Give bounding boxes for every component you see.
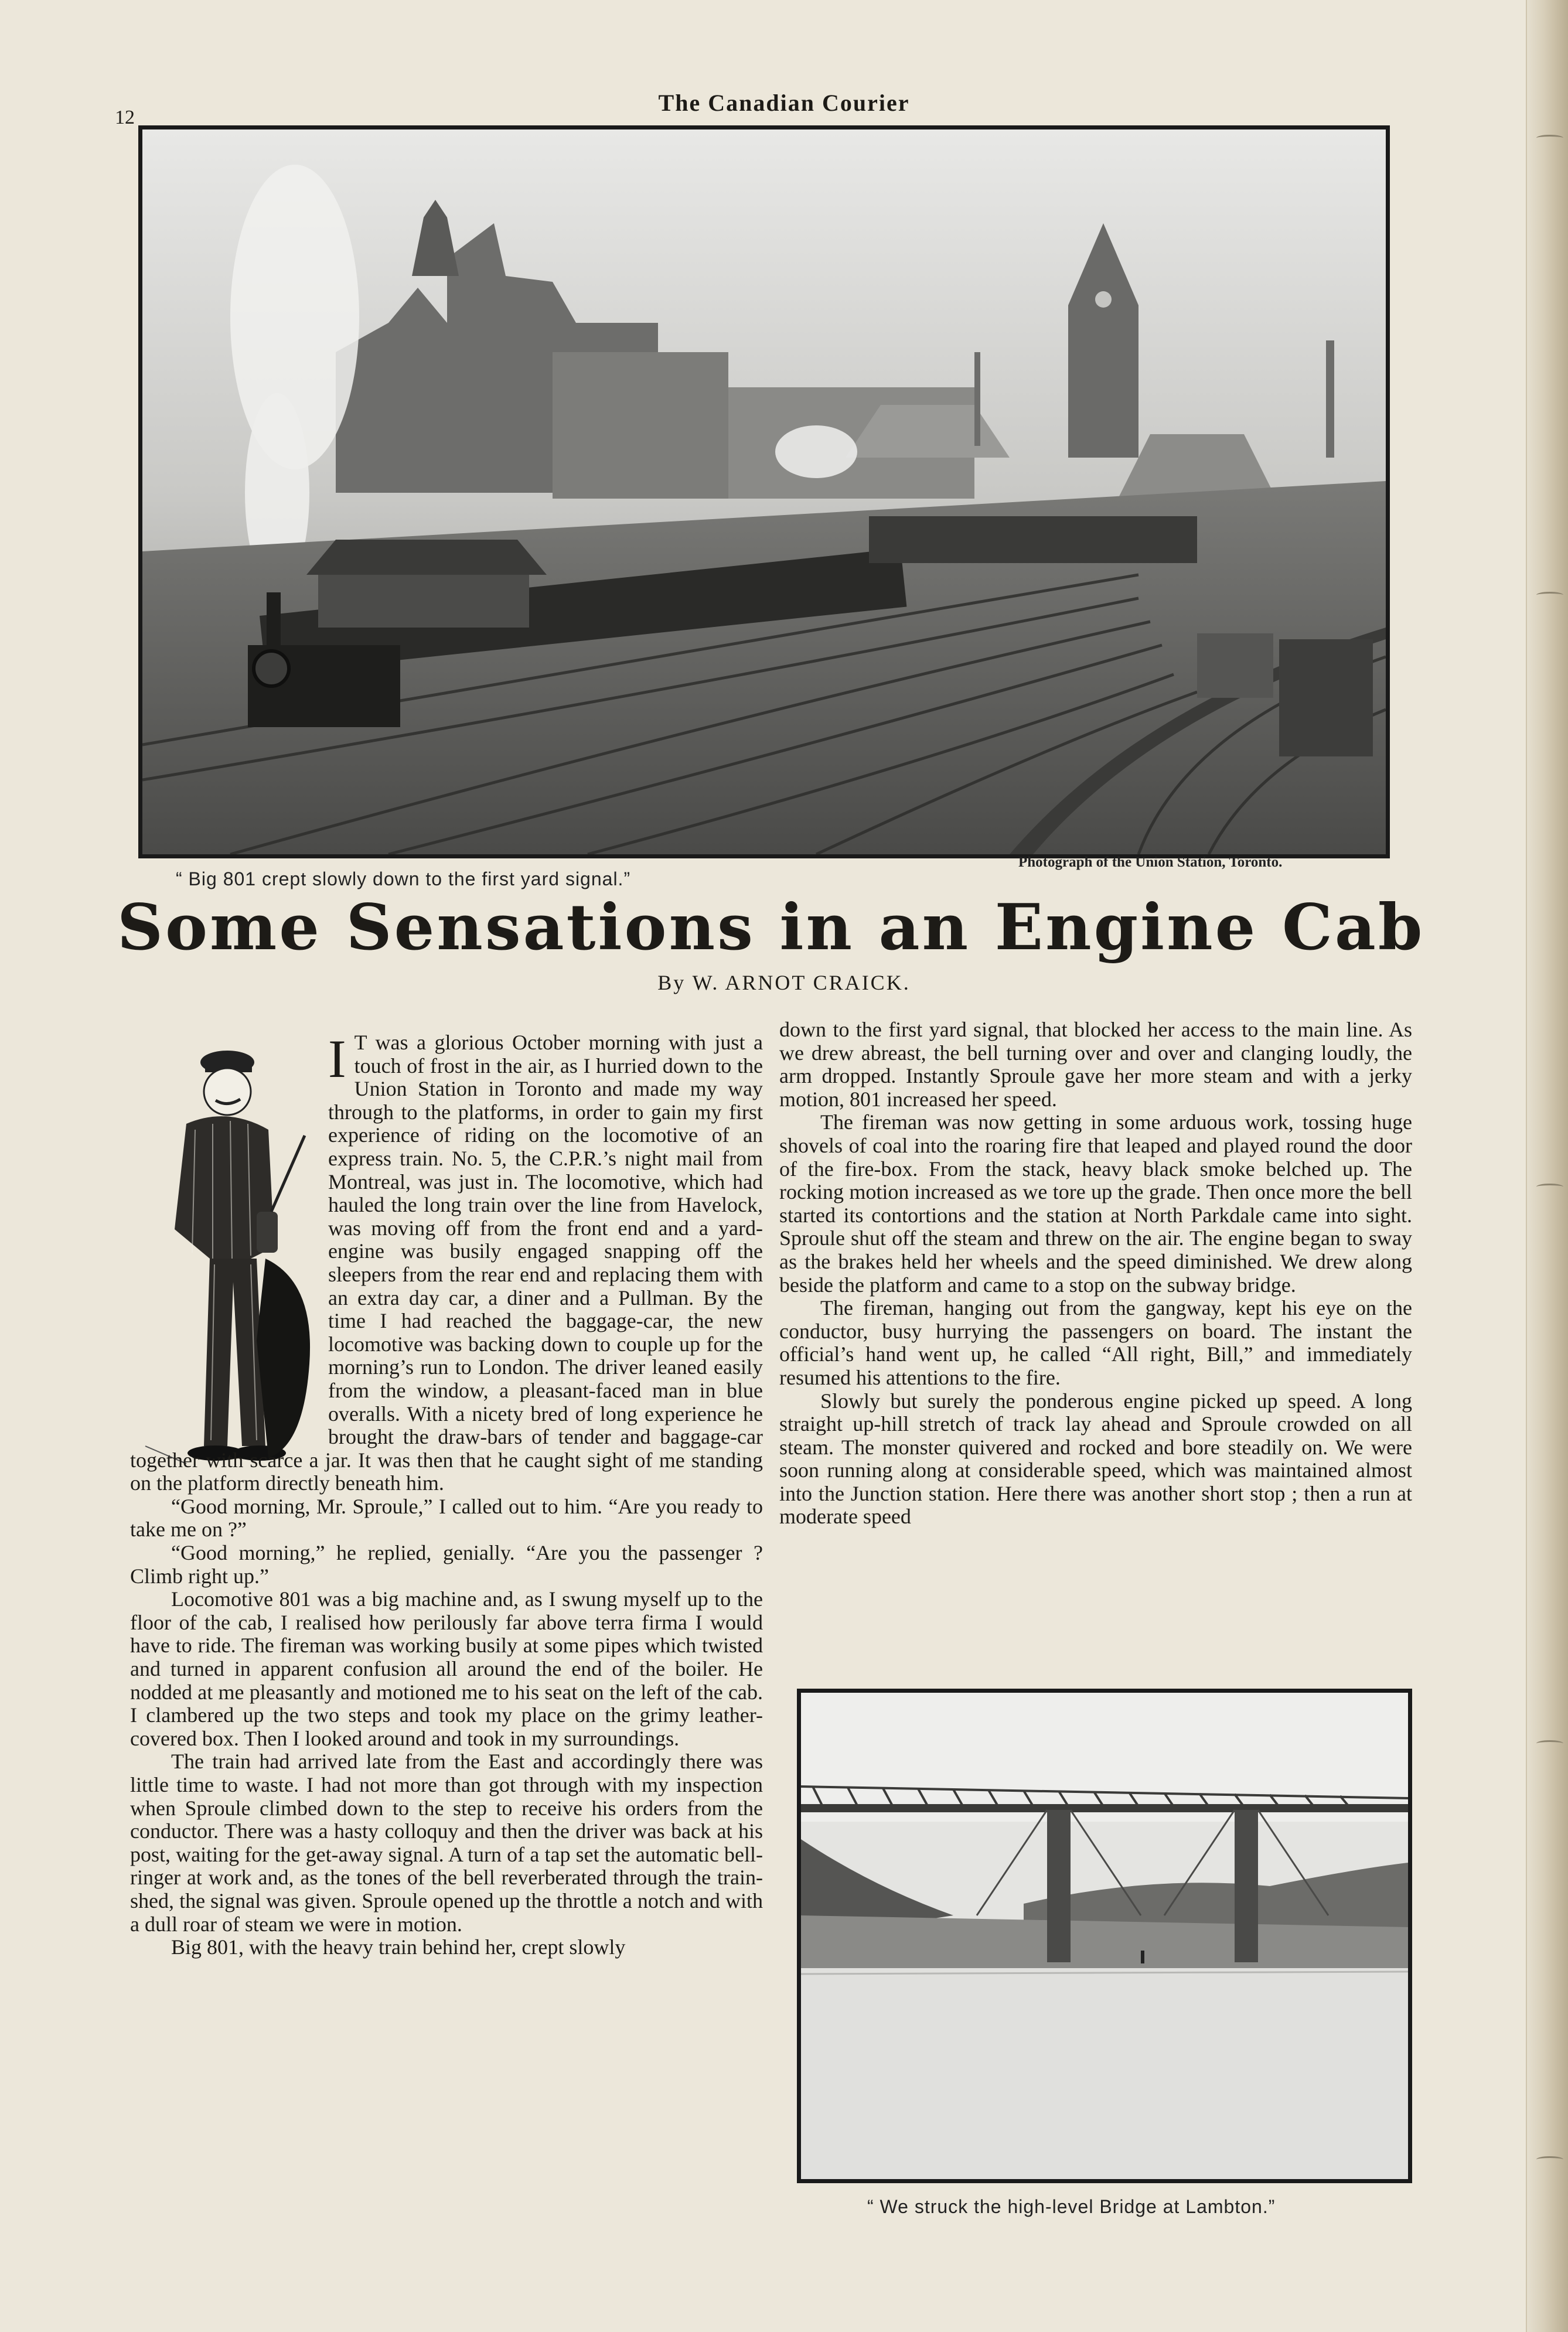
article-title: Some Sensations in an Engine Cab: [117, 891, 1425, 964]
lambton-bridge-photo: [797, 1689, 1412, 2183]
masthead: The Canadian Courier: [658, 90, 910, 116]
page-number: 12: [115, 107, 135, 128]
article-byline: By W. ARNOT CRAICK.: [657, 971, 911, 994]
article-column-right: [779, 1018, 1412, 1663]
rail-yard-illustration: [142, 129, 1386, 854]
paragraph: The fireman, hanging out from the gangway, kept his eye on the conductor, busy hurrying the passengers on board. The instant the official’s hand went up, he called “All right, Bill,” and immediately resumed his attentions to the fire.: [779, 1296, 1412, 1389]
paragraph: “Good morning, Mr. Sproule,” I called out to him. “Are you ready to take me on ?”: [130, 1494, 763, 1542]
union-station-photo: [138, 125, 1390, 858]
binding-stitch: [1536, 592, 1563, 598]
paragraph: Locomotive 801 was a big machine and, as I swung myself up to the floor of the cab, I realised how perilously far above terra firma I would have to ride. The fireman was working busily at some pipes which twisted and turned in apparent confusion all around the end of the boiler. He nodded at me pleasantly and motioned me to his seat on the left of the cab. I clambered up the two steps and took my place on the grimy leather-covered box. Then I looked around and took in my surroundings.: [130, 1587, 763, 1750]
illustration-wrap-space: [130, 1031, 328, 1447]
binding-stitch: [1536, 1184, 1563, 1190]
binding-stitch: [1536, 135, 1563, 141]
paragraph: The train had arrived late from the East and accordingly there was little time to waste. I had not more than got through with my inspection when Sproule climbed down to the step to receive his orders from the conductor. There was a hasty colloquy and then the driver was back at his post, waiting for the get-away signal. A turn of a tap set the automatic bell-ringer at work and, as the tones of the bell reverberated through the train-shed, the signal was given. Sproule opened up the throttle a notch and with a dull roar of steam we were in motion.: [130, 1750, 763, 1936]
paragraph: “Good morning,” he replied, genially. “Are you the passenger ? Climb right up.”: [130, 1541, 763, 1588]
photo-credit: Photograph of the Union Station, Toronto.: [1018, 854, 1283, 870]
binding-stitch: [1536, 1740, 1563, 1747]
bottom-photo-caption: “ We struck the high-level Bridge at Lambton.”: [867, 2196, 1276, 2217]
paragraph: Big 801, with the heavy train behind her, crept slowly: [171, 1935, 626, 1959]
paragraph: down to the first yard signal, that blocked her access to the main line. As we drew abreast, the bell turning over and over and clanging loudly, the arm dropped. Instantly Sproule gave her more steam and with a jerky motion, 801 increased her speed.: [779, 1018, 1412, 1111]
article-column-left: [130, 1031, 763, 2238]
paragraph: Slowly but surely the ponderous engine picked up speed. A long straight up-hill stretch of track lay ahead and Sproule crowded on all steam. The monster quivered and rocked and bore steadily on. We were soon running along at considerable speed, which was maintained almost into the Junction station. Here there was another short stop ; then a run at moderate speed: [779, 1389, 1412, 1529]
top-photo-caption: “ Big 801 crept slowly down to the first yard signal.”: [176, 868, 631, 889]
paragraph-text: T was a glorious October morning with just a touch of frost in the air, as I hurried down to the Union Station in Toronto and made my way through to the platforms, in order to gain my first experience of riding on the locomotive of an express train. No. 5, the C.P.R.’s night mail from Montreal, was just in. The locomotive, which had hauled the long train over the line from Havelock, was moving off from the front end and a yard-engine was busily engaged snapping off the sleepers from the rear end and replacing them with an extra day car, a diner and a Pullman. By the time I had reached the baggage-car, the new locomotive was backing down to couple up for the morning’s run to London. The driver leaned easily from the window, a pleasant-faced man in blue overalls. With a nicety bred of long experience he brought the draw-bars of tender and baggage-car together with scarce a jar. It was then that he caught sight of me standing on the platform directly beneath him.: [130, 1031, 763, 1495]
binding-stitch: [1536, 2156, 1563, 2163]
book-binding: [1526, 0, 1568, 2332]
bridge-illustration: [801, 1693, 1408, 2179]
paragraph: The fireman was now getting in some arduous work, tossing huge shovels of coal into the roaring fire that leaped and played round the door of the fire-box. From the stack, heavy black smoke belched up. The rocking motion increased as we tore up the grade. Then once more the bell started its contortions and the station at North Parkdale came into sight. Sproule shut off the steam and threw on the air. The engine began to sway as the brakes held her wheels and the speed diminished. We drew along beside the platform and came to a stop on the subway bridge.: [779, 1110, 1412, 1297]
drop-cap: I: [328, 1029, 346, 1089]
